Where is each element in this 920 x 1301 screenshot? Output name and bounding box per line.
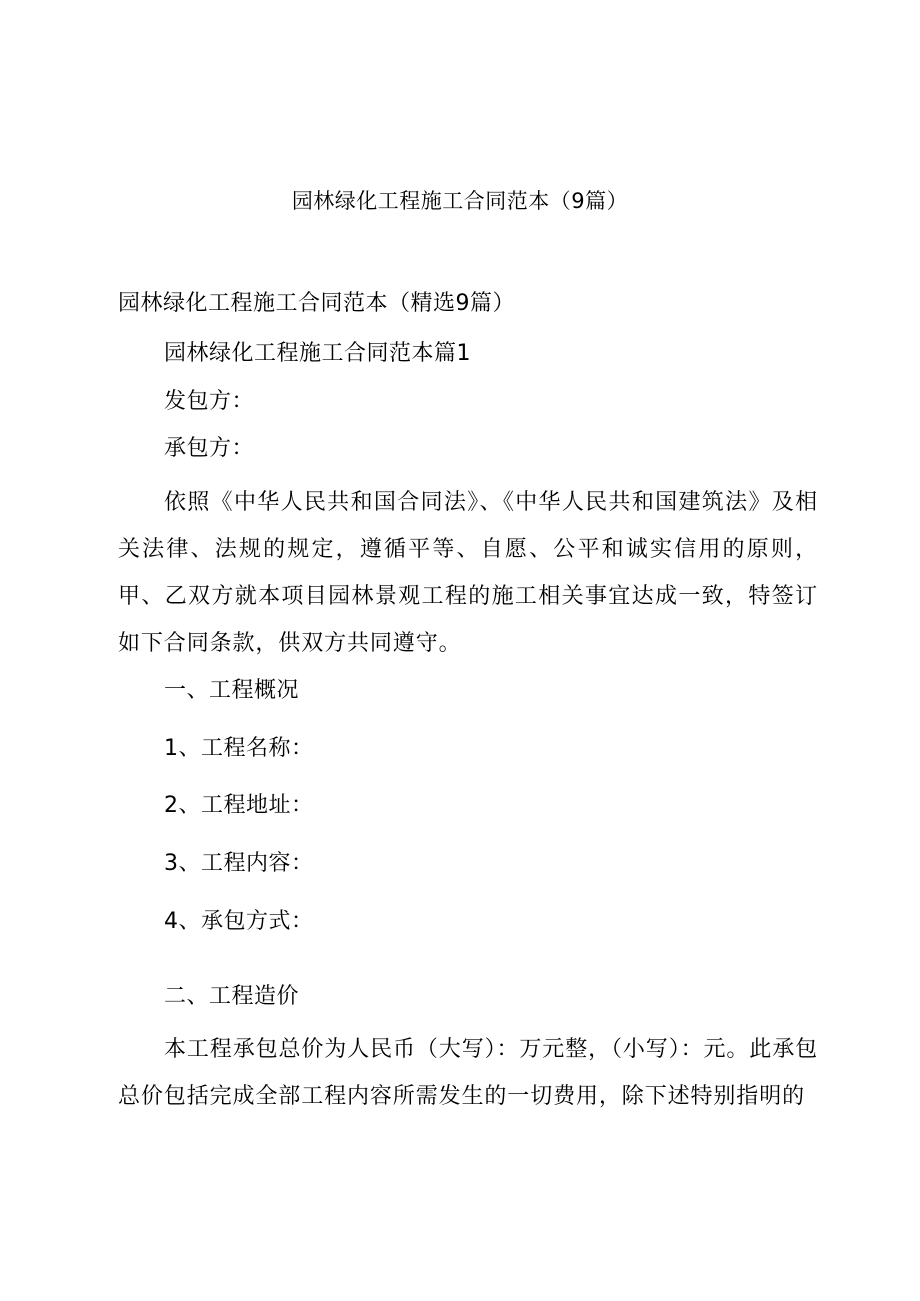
item-project-content: 3、工程内容：	[164, 851, 314, 876]
part1-heading: 一、工程概况	[164, 678, 300, 703]
party-b-label: 承包方：	[164, 436, 255, 461]
item-contract-method: 4、承包方式：	[164, 909, 314, 934]
item-project-address: 2、工程地址：	[164, 793, 314, 818]
party-a-label: 发包方：	[164, 389, 255, 414]
price-paragraph: 本工程承包总价为人民币（大写）：万元整，（小写）：元。此承包总价包括完成全部工程内容所需发生的一切费用，除下述特别指明的	[118, 1037, 819, 1109]
part2-heading: 二、工程造价	[164, 984, 300, 1009]
intro-paragraph: 依照《中华人民共和国合同法》、《中华人民共和国建筑法》及相关法律、法规的规定，遵循平等、自愿、公平和诚实信用的原则，甲、乙双方就本项目园林景观工程的施工相关事宜达成一致，特签订如下合同条款，供双方共同遵守。	[118, 490, 818, 656]
document-title: 园林绿化工程施工合同范本（9篇）	[291, 189, 629, 213]
section-heading: 园林绿化工程施工合同范本篇1	[164, 341, 471, 366]
item-project-name: 1、工程名称：	[164, 736, 314, 761]
document-subtitle: 园林绿化工程施工合同范本（精选9篇）	[118, 291, 515, 316]
